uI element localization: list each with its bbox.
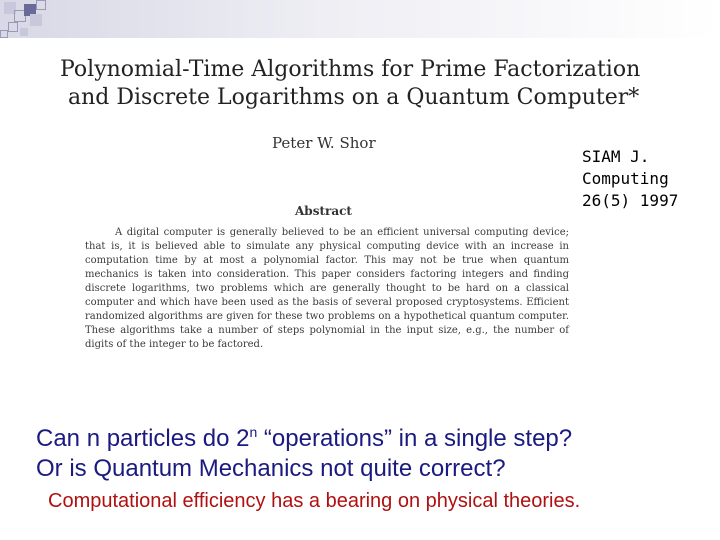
question-line-1-end: “operations” in a single step? [257,425,573,452]
journal-citation: SIAM J. Computing 26(5) 1997 [582,147,679,210]
paper-title-line-2: and Discrete Logarithms on a Quantum Computer* [68,85,640,110]
paper-title-line-1: Polynomial-Time Algorithms for Prime Factorization [60,57,641,82]
paper-title [60,56,641,112]
paper-author: Peter W. Shor [272,134,376,152]
question-line-1-start: Can n particles do 2 [36,425,250,452]
question-line-1 [36,424,572,454]
abstract-heading: Abstract [295,204,352,218]
header-bar [0,0,720,38]
abstract-text: A digital computer is generally believed to be an efficient universal computing device; that is, it is believed able to simulate any physical computing device with an increase in computation time by at most a polynomial factor. This may not be true when quantum mechanics is taken into consideration. This paper considers factoring integers and finding discrete logarithms, two problems which are generally thought to be hard on a classical computer and which have been used as the basis of several proposed cryptosystems. Efficient randomized algorithms are given for these two problems on a hypothetical quantum computer. These algorithms take a number of steps polynomial in the input size, e.g., the number of digits of the integer to be factored. [85,227,569,350]
question-line-2: Or is Quantum Mechanics not quite correct? [36,455,506,482]
conclusion-note: Computational efficiency has a bearing on physical theories. [48,490,581,512]
exponent-n: n [249,424,258,440]
